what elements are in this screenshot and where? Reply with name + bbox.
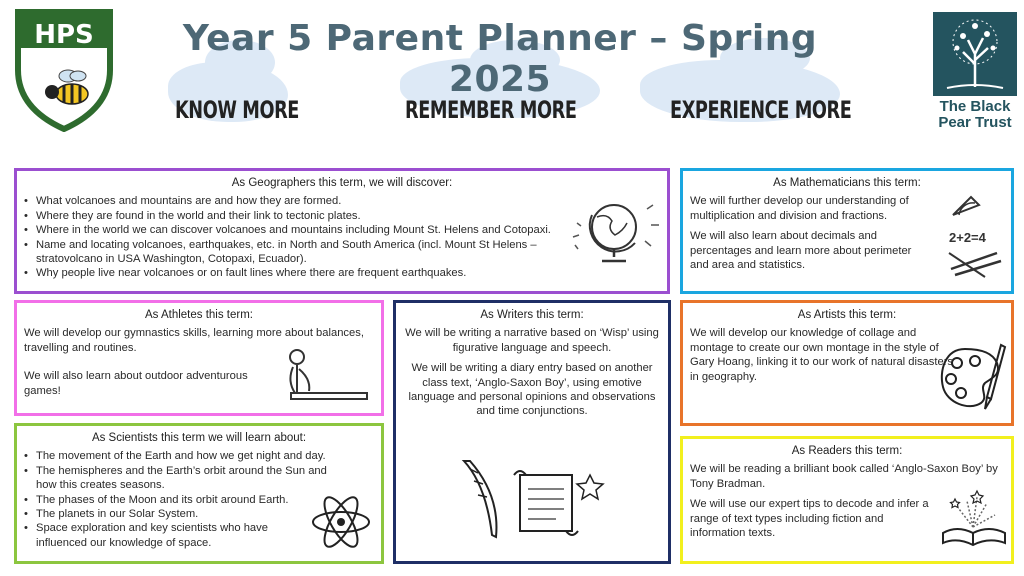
motto-know-more: KNOW MORE — [175, 96, 299, 124]
list-item: • The planets in our Solar System. — [24, 507, 374, 521]
atom-icon — [309, 490, 373, 554]
athletes-heading: As Athletes this term: — [144, 309, 253, 321]
globe-icon — [567, 195, 662, 267]
writers-text: We will be writing a diary entry based on another class text, ‘Anglo-Saxon Boy’, using emotive language and personal opinions and observations and time conjunctions. — [408, 362, 656, 418]
list-item: • Name and locating volcanoes, earthquakes, etc. in North and South America (incl. Mount St Helens –stratovolcano in USA Washington, Cotopaxi, Ecuador). — [24, 238, 564, 267]
trust-name-line1: The Black — [939, 98, 1011, 115]
gymnast-icon — [281, 347, 373, 407]
athletes-panel — [14, 300, 384, 416]
readers-text: We will be reading a brilliant book called ‘Anglo-Saxon Boy’ by Tony Bradman. — [690, 463, 998, 490]
palette-icon — [935, 339, 1009, 419]
motto-experience-more: EXPERIENCE MORE — [670, 96, 852, 124]
artists-text: We will develop our knowledge of collage and montage to create our own montage in the style of Gary Hoang, linking it to our work of natural disasters in geography. — [690, 327, 954, 383]
list-item: • What volcanoes and mountains are and how they are formed. — [24, 194, 564, 208]
readers-panel — [680, 436, 1014, 564]
readers-heading: As Readers this term: — [791, 445, 903, 457]
equation-label: 2+2=4 — [949, 230, 986, 245]
list-item: • The hemispheres and the Earth’s orbit around the Sun and how this creates seasons. — [24, 464, 344, 493]
mathematicians-heading: As Mathematicians this term: — [773, 177, 921, 189]
writers-panel — [393, 300, 671, 564]
artists-heading: As Artists this term: — [797, 309, 897, 321]
mathematicians-text: We will also learn about decimals and percentages and learn more about perimeter and area and statistics. — [690, 230, 912, 272]
list-item: • The phases of the Moon and its orbit around Earth. — [24, 493, 324, 507]
geographers-panel — [14, 168, 670, 294]
mathematicians-text: We will further develop our understanding of multiplication and division and fractions. — [690, 195, 909, 222]
mathematicians-panel — [680, 168, 1014, 294]
open-book-icon — [937, 481, 1011, 555]
artists-panel — [680, 300, 1014, 426]
school-logo-text: HPS — [34, 20, 94, 50]
athletes-text: We will also learn about outdoor adventurous games! — [24, 370, 248, 397]
trust-name-line2: Pear Trust — [938, 114, 1012, 131]
page-title: Year 5 Parent Planner – Spring 2025 — [182, 18, 818, 100]
geographers-list — [24, 194, 564, 280]
list-item: • The movement of the Earth and how we get night and day. — [24, 449, 374, 463]
list-item: • Why people live near volcanoes or on fault lines where there are frequent earthquakes. — [24, 266, 564, 280]
list-item: • Where they are found in the world and their link to tectonic plates. — [24, 209, 564, 223]
list-item: • Where in the world we can discover volcanoes and mountains including Mount St. Helens and Cotopaxi. — [24, 223, 564, 237]
scientists-panel — [14, 423, 384, 564]
trust-logo — [933, 12, 1017, 96]
readers-text: We will use our expert tips to decode and infer a range of text types including fiction and information texts. — [690, 498, 929, 540]
tree-icon — [933, 12, 1017, 96]
list-item: • Space exploration and key scientists who have influenced our knowledge of space. — [24, 521, 306, 550]
motto-remember-more: REMEMBER MORE — [405, 96, 577, 124]
writers-heading: As Writers this term: — [480, 309, 584, 321]
scientists-heading: As Scientists this term we will learn about: — [91, 432, 307, 444]
quill-scroll-icon — [456, 455, 606, 545]
school-logo — [14, 8, 114, 132]
athletes-text: We will develop our gymnastics skills, learning more about balances, travelling and routines. — [24, 327, 364, 354]
writers-text: We will be writing a narrative based on ‘Wisp’ using figurative language and speech. — [405, 327, 659, 354]
geographers-heading: As Geographers this term, we will discover: — [231, 177, 453, 189]
